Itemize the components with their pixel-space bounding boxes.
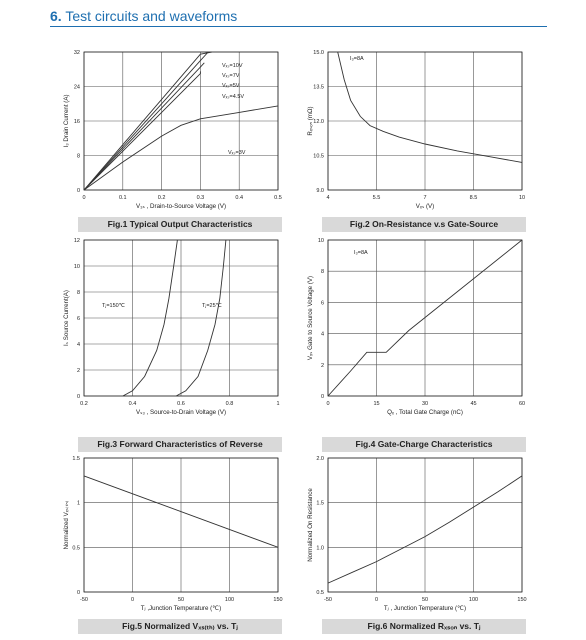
y-tick-label: 13.5 xyxy=(313,84,324,91)
section-title xyxy=(50,8,237,24)
y-tick-label: 6 xyxy=(76,316,80,322)
x-tick-label: 8.5 xyxy=(469,195,478,201)
x-tick-label: 1 xyxy=(276,401,280,407)
y-tick-label: 1 xyxy=(76,500,80,507)
fig5-caption: Fig.5 Normalized Vₓₛ₍ₜₕ₎ vs. Tⱼ xyxy=(78,619,282,634)
x-tick-label: 15 xyxy=(373,401,380,407)
y-tick-label: 10.5 xyxy=(313,153,324,160)
title-divider xyxy=(50,26,547,27)
x-tick-label: 0 xyxy=(130,597,135,603)
fig1-caption: Fig.1 Typical Output Characteristics xyxy=(78,217,282,232)
x-tick-label: 0.5 xyxy=(274,195,282,201)
x-axis-label: Qₓ , Total Gate Charge (nC) xyxy=(387,409,463,416)
x-tick-label: 0 xyxy=(326,401,330,407)
x-tick-label: 45 xyxy=(470,401,477,407)
x-tick-label: -50 xyxy=(80,597,88,603)
y-tick-label: 10 xyxy=(73,264,80,270)
y-tick-label: 1.5 xyxy=(316,500,324,507)
y-tick-label: 32 xyxy=(73,50,80,56)
series-label: Vₓₛ=7V xyxy=(222,73,240,79)
x-axis-label: Tⱼ , Junction Temperature (℃) xyxy=(383,605,467,612)
y-tick-label: 1.5 xyxy=(72,456,80,462)
y-tick-label: 1.0 xyxy=(316,545,324,552)
fig3-caption: Fig.3 Forward Characteristics of Reverse xyxy=(78,437,282,452)
y-tick-label: 10 xyxy=(317,238,324,244)
series-line xyxy=(84,106,278,190)
y-axis-label: Rₓₛₒₙ (mΩ) xyxy=(307,106,314,136)
x-axis-label: Tⱼ ,Junction Temperature (℃) xyxy=(140,605,222,612)
x-axis-label: V₃ₛ , Drain-to-Source Voltage (V) xyxy=(135,203,227,210)
fig2-on-resistance-chart xyxy=(306,42,528,217)
section-number: 6. xyxy=(50,8,62,24)
series-line xyxy=(338,52,522,162)
y-tick-label: 2.0 xyxy=(316,456,324,462)
y-tick-label: 12 xyxy=(73,238,80,244)
y-tick-label: 2 xyxy=(76,368,80,374)
x-tick-label: 0 xyxy=(374,597,379,603)
x-tick-label: 0.2 xyxy=(157,195,166,201)
x-tick-label: 150 xyxy=(273,597,283,603)
x-tick-label: 4 xyxy=(326,195,330,201)
fig3-forward-characteristics-chart xyxy=(62,232,284,422)
series-label: Tⱼ=150℃ xyxy=(102,303,125,309)
y-axis-label: Vₓₛ Gate to Source Voltage (V) xyxy=(307,275,314,361)
y-tick-label: 8 xyxy=(76,290,80,296)
y-tick-label: 0 xyxy=(320,394,324,400)
x-tick-label: -50 xyxy=(324,597,332,603)
x-tick-label: 100 xyxy=(468,597,479,603)
fig6-caption: Fig.6 Normalized Rₓₛₒₙ vs. Tⱼ xyxy=(322,619,526,634)
series-label: Vₓₛ=4.5V xyxy=(222,94,245,100)
x-tick-label: 0.4 xyxy=(128,401,137,407)
chart-annotation: I₃=8A xyxy=(354,250,368,256)
y-tick-label: 15.0 xyxy=(313,50,324,56)
x-tick-label: 0 xyxy=(82,195,86,201)
x-tick-label: 50 xyxy=(177,597,185,603)
fig6-normalized-rdson-chart xyxy=(306,448,528,620)
series-label: Vₓₛ=5V xyxy=(222,83,240,89)
x-tick-label: 60 xyxy=(518,401,526,407)
y-tick-label: 0 xyxy=(76,590,80,596)
x-tick-label: 150 xyxy=(517,597,527,603)
y-tick-label: 0.5 xyxy=(72,545,80,552)
y-tick-label: 2 xyxy=(320,362,324,369)
fig5-normalized-vgs-chart xyxy=(62,448,284,620)
series-label: Vₓₛ=10V xyxy=(222,63,243,69)
x-tick-label: 50 xyxy=(421,597,429,603)
fig4-caption: Fig.4 Gate-Charge Characteristics xyxy=(322,437,526,452)
y-tick-label: 0.5 xyxy=(316,590,324,596)
series-line xyxy=(84,63,204,190)
y-tick-label: 12.0 xyxy=(313,119,324,125)
y-axis-label: Iₛ Source Current(A) xyxy=(63,290,70,346)
x-axis-label: Vₓₛ (V) xyxy=(415,203,435,210)
x-tick-label: 30 xyxy=(421,401,429,407)
y-tick-label: 0 xyxy=(76,394,80,400)
series-label: Tⱼ=25℃ xyxy=(202,303,222,309)
series-label: Vₓₛ=3V xyxy=(228,150,246,156)
x-tick-label: 0.4 xyxy=(235,195,244,201)
section-heading: Test circuits and waveforms xyxy=(65,8,238,24)
x-axis-label: Vₛ₃ , Source-to-Drain Voltage (V) xyxy=(135,409,227,416)
x-tick-label: 0.2 xyxy=(80,401,88,407)
y-tick-label: 8 xyxy=(76,153,80,160)
x-tick-label: 0.3 xyxy=(196,195,205,201)
fig1-output-characteristics-chart xyxy=(62,42,284,217)
chart-annotation: I₃=8A xyxy=(350,56,364,62)
y-tick-label: 0 xyxy=(76,188,80,194)
y-axis-label: Normalized Vₓₛ₍ₜₕ₎ xyxy=(63,500,70,550)
y-tick-label: 4 xyxy=(320,331,324,338)
x-tick-label: 7 xyxy=(423,195,427,201)
y-tick-label: 8 xyxy=(320,269,324,276)
y-tick-label: 6 xyxy=(320,300,324,307)
x-tick-label: 100 xyxy=(224,597,235,603)
y-tick-label: 16 xyxy=(73,119,80,125)
x-tick-label: 0.1 xyxy=(118,195,127,201)
x-tick-label: 0.8 xyxy=(225,401,234,407)
y-tick-label: 4 xyxy=(76,342,80,348)
fig4-gate-charge-chart xyxy=(306,232,528,422)
y-axis-label: I₃ Drain Current (A) xyxy=(63,94,70,148)
y-tick-label: 24 xyxy=(73,84,80,91)
fig2-caption: Fig.2 On-Resistance v.s Gate-Source xyxy=(322,217,526,232)
x-tick-label: 0.6 xyxy=(177,401,185,407)
y-axis-label: Normalized On Resistance xyxy=(307,488,314,562)
x-tick-label: 10 xyxy=(518,195,526,201)
series-line xyxy=(84,71,200,190)
x-tick-label: 5.5 xyxy=(372,195,381,201)
y-tick-label: 9.0 xyxy=(316,188,324,194)
